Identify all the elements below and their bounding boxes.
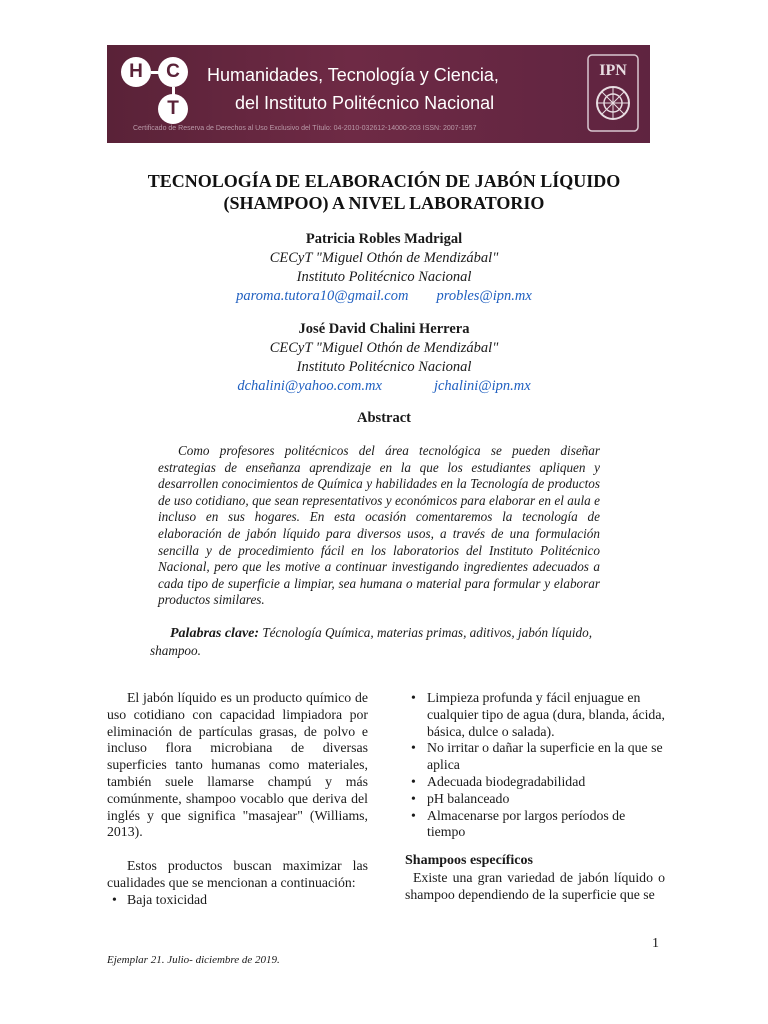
list-item: • pH balanceado (405, 791, 665, 808)
author-email-link[interactable]: probles@ipn.mx (436, 288, 532, 304)
journal-title (207, 61, 557, 117)
list-item: • Limpieza profunda y fácil enjuague en cualquier tipo de agua (dura, blanda, ácida, básica, dulce o salada). (405, 690, 665, 740)
body-right-column (405, 690, 665, 904)
body-left-column (107, 690, 368, 909)
section-heading: Shampoos específicos (405, 853, 533, 869)
paper-title-line1: TECNOLOGÍA DE ELABORACIÓN DE JABÓN LÍQUIDO (147, 171, 621, 191)
author-emails (110, 377, 658, 396)
keywords-label: Palabras clave: (170, 626, 260, 641)
author-email-link[interactable]: paroma.tutora10@gmail.com (236, 288, 409, 304)
author-school: CECyT "Miguel Othón de Mendizábal" (269, 250, 499, 266)
qualities-list-continued (405, 690, 665, 841)
author-email-link[interactable]: jchalini@ipn.mx (433, 378, 531, 394)
author-email-link[interactable]: dchalini@yahoo.com.mx (237, 378, 382, 394)
author-block (110, 230, 658, 306)
keywords-text: Técnología Química, materias primas, aditivos, jabón líquido, shampoo. (150, 625, 593, 658)
body-paragraph: El jabón líquido es un producto químico de uso cotidiano con capacidad limpiadora por eliminación de partículas grasas, de polvo e incluso flora microbiana de diversas superficies tanto humanas como materiales, también suele llamarse champú y más comúnmente, shampoo vocablo que deriva del inglés y que significa "masajear" (Williams, 2013). (107, 690, 368, 840)
author-name: Patricia Robles Madrigal (305, 231, 463, 247)
abstract-text: Como profesores politécnicos del área tecnológica se pueden diseñar estrategias de enseñanza aprendizaje en la que los estudiantes apliquen y desarrollen conocimientos de Química y habilidades en la Tecnología de productos de uso cotidiano, que sean representativos y económicos para elaborar en el aula e incluso en sus hogares. En esta ocasión comentaremos la tecnología de elaboración de jabón líquido para diversos usos, a través de una formulación sencilla y de procedimiento fácil en los laboratorios del Instituto Politécnico Nacional, pero que les motive a continuar investigando ingredientes adecuados a cada tipo de superficie a limpiar, sea humana o material para formular y elaborar productos similares. (158, 443, 600, 608)
list-item: • Almacenarse por largos períodos de tiempo (405, 808, 665, 842)
body-paragraph: Estos productos buscan maximizar las cualidades que se mencionan a continuación: (107, 858, 368, 890)
journal-title-line1: Humanidades, Tecnología y Ciencia, (207, 65, 499, 85)
certificate-text: Certificado de Reserva de Derechos al Uso Exclusivo del Título: 04-2010-032612-14000-203 ISSN: 2007-1957 (133, 125, 477, 132)
keywords (150, 624, 610, 659)
author-name: José David Chalini Herrera (298, 321, 470, 337)
body-paragraph: Existe una gran variedad de jabón líquido o shampoo dependiendo de la superficie que se (405, 869, 665, 902)
issue-footer: Ejemplar 21. Julio- diciembre de 2019. (107, 954, 280, 966)
author-block (110, 320, 658, 396)
page-number: 1 (652, 936, 659, 951)
journal-title-line2: del Instituto Politécnico Nacional (235, 93, 495, 113)
list-item: • Adecuada biodegradabilidad (405, 774, 665, 791)
paper-title (110, 170, 658, 214)
logo-letter-h: H (121, 57, 151, 87)
ipn-logo-icon (586, 53, 640, 133)
author-institution: Instituto Politécnico Nacional (296, 359, 472, 375)
qualities-list (107, 892, 368, 909)
author-emails (110, 287, 658, 306)
author-school: CECyT "Miguel Othón de Mendizábal" (269, 340, 499, 356)
paper-title-line2: (SHAMPOO) A NIVEL LABORATORIO (223, 193, 545, 213)
list-item: • Baja toxicidad (107, 892, 368, 909)
logo-letter-t: T (158, 94, 188, 124)
author-institution: Instituto Politécnico Nacional (296, 269, 472, 285)
journal-banner (107, 45, 650, 143)
logo-letter-c: C (158, 57, 188, 87)
list-item: • No irritar o dañar la superficie en la que se aplica (405, 740, 665, 774)
abstract-heading: Abstract (357, 410, 411, 426)
ipn-logo-text: IPN (599, 62, 627, 79)
